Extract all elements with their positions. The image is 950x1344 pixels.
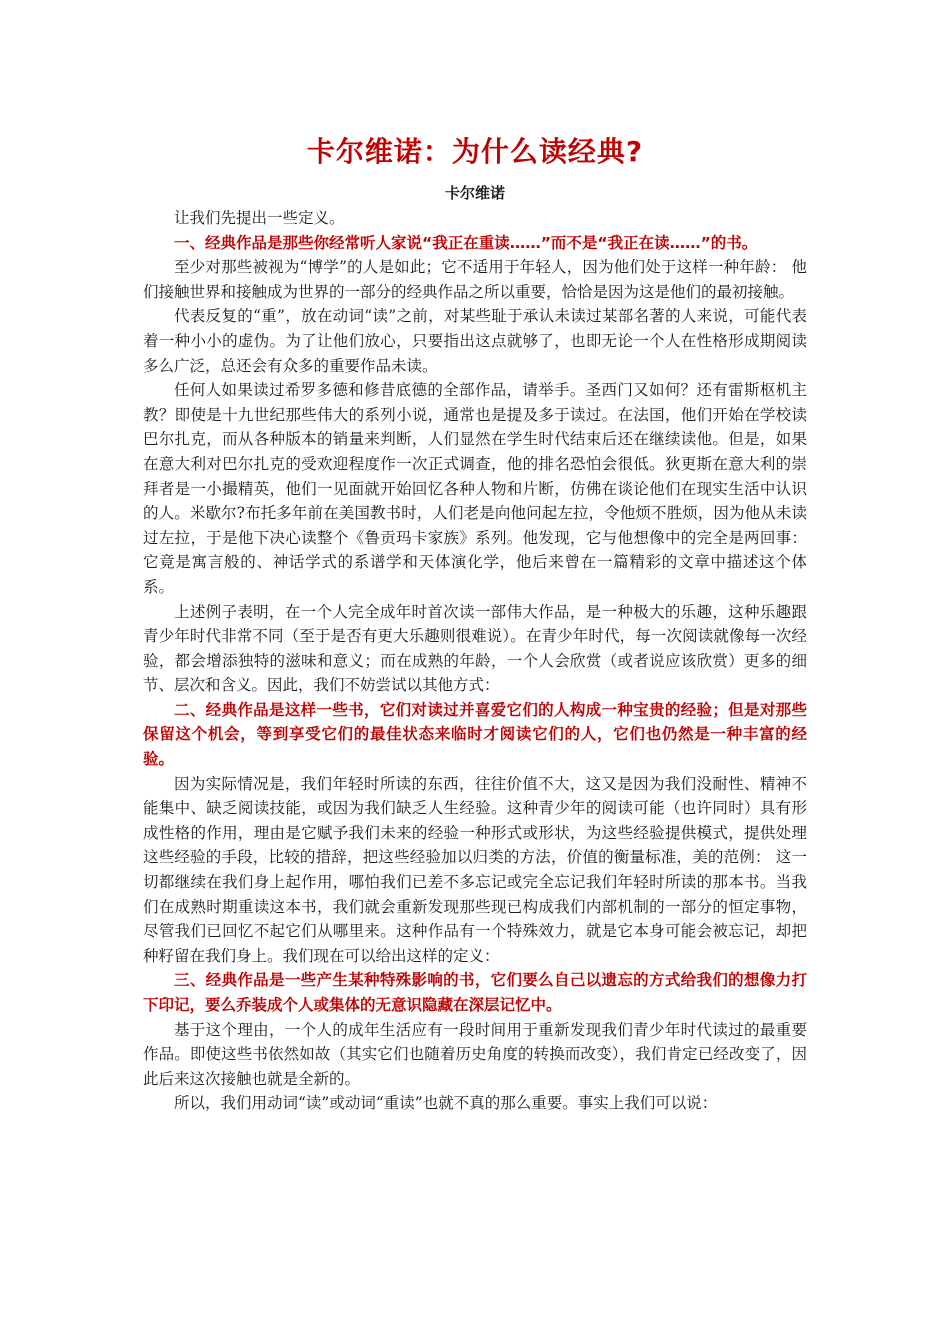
definition-paragraph: 三、经典作品是一些产生某种特殊影响的书，它们要么自己以遗忘的方式给我们的想像力打下印记，要么乔装成个人或集体的无意识隐藏在深层记忆中。 xyxy=(143,971,807,1014)
paragraph: 所以，我们用动词“读”或动词“重读”也就不真的那么重要。事实上我们可以说： xyxy=(174,1094,718,1113)
document-page xyxy=(143,128,807,1116)
paragraph: 代表反复的“重”，放在动词“读”之前，对某些耻于承认未读过某部名著的人来说，可能代表着一种小小的虚伪。为了让他们放心，只要指出这点就够了，也即无论一个人在性格形成期阅读多么广泛，总还会有众多的重要作品未读。 xyxy=(143,307,807,375)
paragraph: 因为实际情况是，我们年轻时所读的东西，往往价值不大，这又是因为我们没耐性、精神不能集中、缺乏阅读技能，或因为我们缺乏人生经验。这种青少年的阅读可能（也许同时）具有形成性格的作用，理由是它赋予我们未来的经验一种形式或形状，为这些经验提供模式，提供处理这些经验的手段，比较的措辞，把这些经验加以归类的方法，价值的衡量标准，美的范例： 这一切都继续在我们身上起作用，哪怕我们已差不多忘记或完全忘记我们年轻时所读的那本书。当我们在成熟时期重读这本书，我们就会重新发现那些现已构成我们内部机制的一部分的恒定事物，尽管我们已回忆不起它们从哪里来。这种作品有一个特殊效力，就是它本身可能会被忘记，却把种籽留在我们身上。我们现在可以给出这样的定义： xyxy=(143,774,807,965)
document-body xyxy=(143,206,807,1116)
paragraph: 任何人如果读过希罗多德和修昔底德的全部作品，请举手。圣西门又如何？还有雷斯枢机主教？即使是十九世纪那些伟大的系列小说，通常也是提及多于读过。在法国，他们开始在学校读巴尔扎克，而从各种版本的销量来判断，人们显然在学生时代结束后还在继续读他。但是，如果在意大利对巴尔扎克的受欢迎程度作一次正式调查，他的排名恐怕会很低。狄更斯在意大利的崇拜者是一小撮精英，他们一见面就开始回忆各种人物和片断，仿佛在谈论他们在现实生活中认识的人。米歇尔?布托多年前在美国教书时，人们老是向他问起左拉，令他烦不胜烦，因为他从未读过左拉，于是他下决心读整个《鲁贡玛卡家族》系列。他发现，它与他想像中的完全是两回事： 它竟是寓言般的、神话学式的系谱学和天体演化学，他后来曾在一篇精彩的文章中描述这个体系。 xyxy=(143,381,807,596)
document-title: 卡尔维诺：为什么读经典? xyxy=(306,135,644,168)
document-author: 卡尔维诺 xyxy=(444,184,505,202)
paragraph: 至少对那些被视为“博学”的人是如此；它不适用于年轻人，因为他们处于这样一种年龄： 他们接触世界和接触成为世界的一部分的经典作品之所以重要，恰恰是因为这是他们的最初接触。 xyxy=(143,258,807,301)
paragraph: 让我们先提出一些定义。 xyxy=(174,209,345,227)
definition-paragraph: 一、经典作品是那些你经常听人家说“我正在重读……”而不是“我正在读……”的书。 xyxy=(174,233,758,252)
definition-paragraph: 二、经典作品是这样一些书，它们对读过并喜爱它们的人构成一种宝贵的经验；但是对那些保留这个机会，等到享受它们的最佳状态来临时才阅读它们的人，它们也仍然是一种丰富的经验。 xyxy=(143,700,807,769)
paragraph: 基于这个理由，一个人的成年生活应有一段时间用于重新发现我们青少年时代读过的最重要作品。即使这些书依然如故（其实它们也随着历史角度的转换而改变），我们肯定已经改变了，因此后来这次接触也就是全新的。 xyxy=(143,1020,807,1088)
paragraph: 上述例子表明，在一个人完全成年时首次读一部伟大作品，是一种极大的乐趣，这种乐趣跟青少年时代非常不同（至于是否有更大乐趣则很难说）。在青少年时代，每一次阅读就像每一次经验，都会增添独特的滋味和意义；而在成熟的年龄，一个人会欣赏（或者说应该欣赏）更多的细节、层次和含义。因此，我们不妨尝试以其他方式： xyxy=(143,602,807,695)
